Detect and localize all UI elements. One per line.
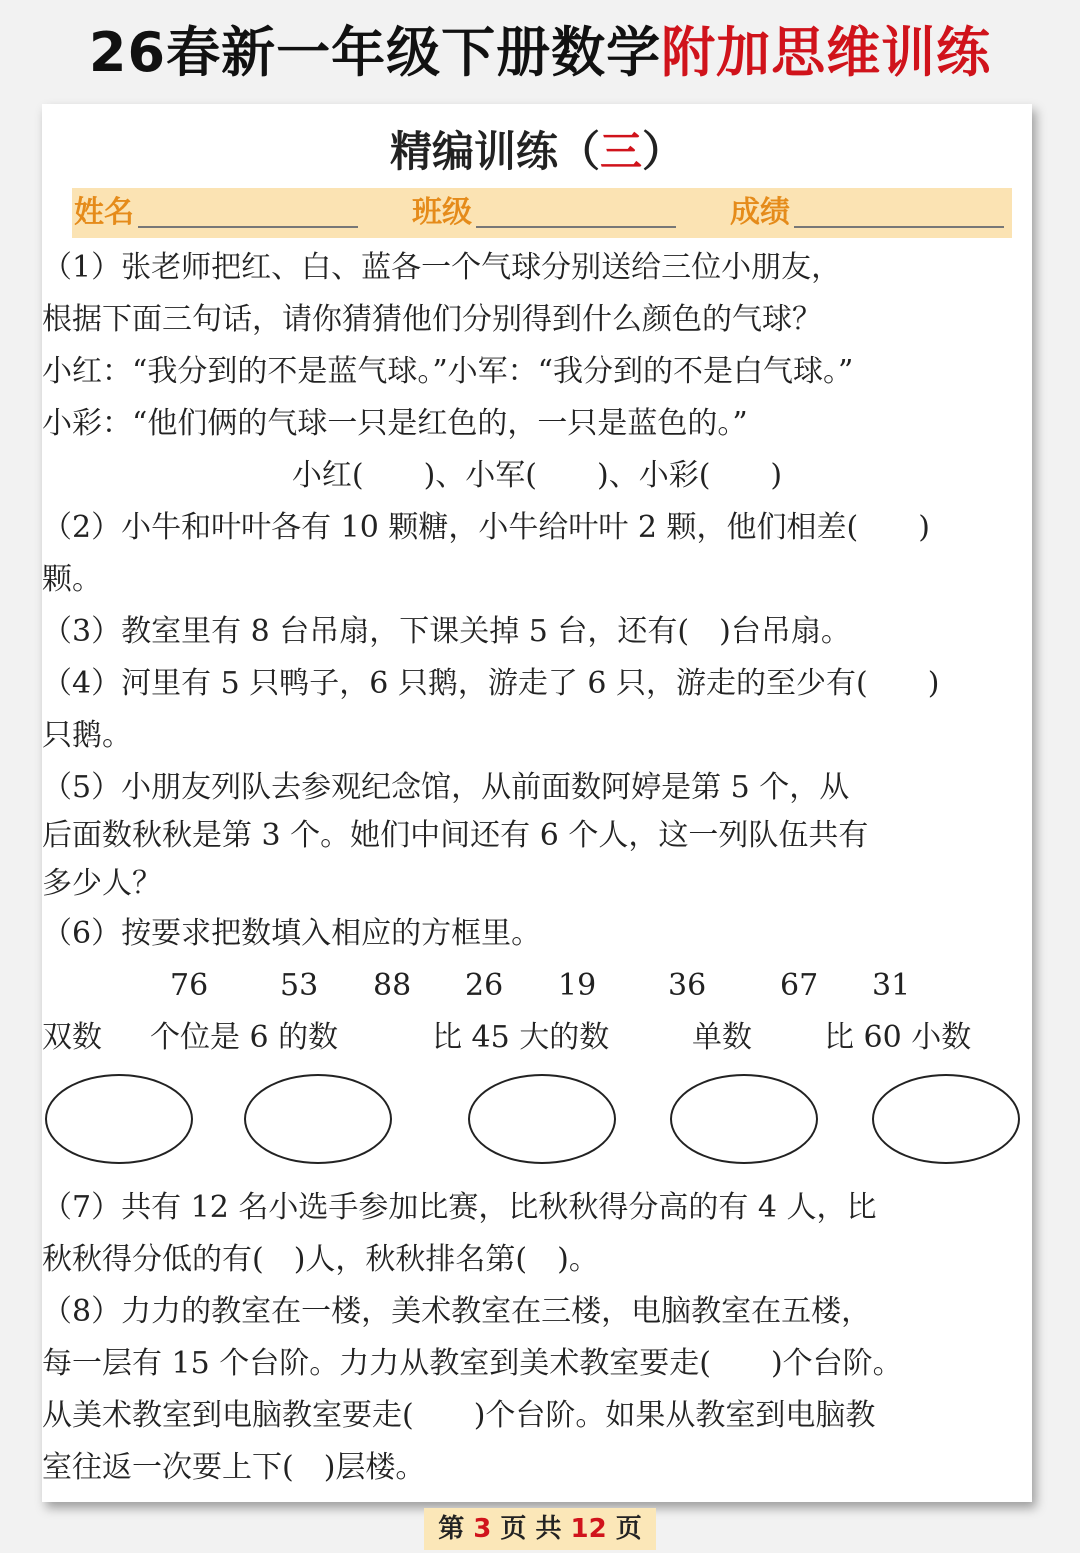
q5-line1: （5）小朋友列队去参观纪念馆，从前面数阿婷是第 5 个，从 <box>42 770 850 805</box>
q6-answer-oval[interactable] <box>45 1074 193 1164</box>
q8-line1: （8）力力的教室在一楼，美术教室在三楼，电脑教室在五楼， <box>42 1294 872 1329</box>
q6-category-label: 个位是 6 的数 <box>150 1020 339 1055</box>
q2-line1: （2）小牛和叶叶各有 10 颗糖，小牛给叶叶 2 颗，他们相差( ) <box>42 510 930 545</box>
q5-line2: 后面数秋秋是第 3 个。她们中间还有 6 个人，这一列队伍共有 <box>42 818 869 853</box>
title-suffix: ） <box>642 127 685 176</box>
info-bar <box>72 188 1012 238</box>
q8-line3: 从美术教室到电脑教室要走( )个台阶。如果从教室到电脑教 <box>42 1398 876 1433</box>
name-blank[interactable] <box>138 188 358 228</box>
page-current: 3 <box>473 1514 492 1544</box>
q6-number: 76 <box>170 968 209 1003</box>
name-label: 姓名 <box>74 195 134 230</box>
banner-title <box>0 18 1080 88</box>
banner-red: 附加思维训练 <box>661 21 992 84</box>
page-pre: 第 <box>438 1514 474 1544</box>
q4-line2: 只鹅。 <box>42 718 132 753</box>
score-blank[interactable] <box>794 188 1004 228</box>
q6-number: 53 <box>280 968 319 1003</box>
class-field[interactable] <box>412 188 676 238</box>
score-field[interactable] <box>730 188 1004 238</box>
q6-category-label: 比 45 大的数 <box>432 1020 610 1055</box>
q6-number: 31 <box>872 968 911 1003</box>
q6-category-label: 单数 <box>692 1020 752 1055</box>
sheet-title <box>42 124 1032 180</box>
q3-line1: （3）教室里有 8 台吊扇，下课关掉 5 台，还有( )台吊扇。 <box>42 614 851 649</box>
q7-line1: （7）共有 12 名小选手参加比赛，比秋秋得分高的有 4 人，比 <box>42 1190 877 1225</box>
page-mid: 页 共 <box>491 1514 571 1544</box>
q5-line3: 多少人？ <box>42 866 162 901</box>
q7-line2: 秋秋得分低的有( )人，秋秋排名第( )。 <box>42 1242 599 1277</box>
q6-number: 36 <box>668 968 707 1003</box>
q1-line2: 根据下面三句话，请你猜猜他们分别得到什么颜色的气球？ <box>42 302 822 337</box>
q8-line4: 室往返一次要上下( )层楼。 <box>42 1450 426 1485</box>
q6-line1: （6）按要求把数填入相应的方框里。 <box>42 916 542 951</box>
page-total: 12 <box>570 1514 607 1544</box>
q8-line2: 每一层有 15 个台阶。力力从教室到美术教室要走( )个台阶。 <box>42 1346 903 1381</box>
q6-answer-oval[interactable] <box>872 1074 1020 1164</box>
score-label: 成绩 <box>730 195 790 230</box>
q4-line1: （4）河里有 5 只鸭子，6 只鹅，游走了 6 只，游走的至少有( ) <box>42 666 940 701</box>
q2-line2: 颗。 <box>42 562 102 597</box>
page-post: 页 <box>606 1514 642 1544</box>
q6-number: 26 <box>465 968 504 1003</box>
q6-category-label: 比 60 小数 <box>824 1020 972 1055</box>
class-blank[interactable] <box>476 188 676 228</box>
page-indicator <box>424 1508 656 1550</box>
q1-line3: 小红：“我分到的不是蓝气球。”小军：“我分到的不是白气球。” <box>42 354 854 389</box>
banner-black: 26春新一年级下册数学 <box>88 21 662 84</box>
name-field[interactable] <box>74 188 358 238</box>
class-label: 班级 <box>412 195 472 230</box>
q6-number: 67 <box>780 968 819 1003</box>
q6-answer-oval[interactable] <box>670 1074 818 1164</box>
q1-line4: 小彩：“他们俩的气球一只是红色的，一只是蓝色的。” <box>42 406 748 441</box>
q6-number: 88 <box>373 968 412 1003</box>
title-prefix: 精编训练（ <box>389 127 600 176</box>
q1-line1: （1）张老师把红、白、蓝各一个气球分别送给三位小朋友， <box>42 250 842 285</box>
q1-answer-line: 小红( )、小军( )、小彩( ) <box>291 458 783 493</box>
title-number: 三 <box>599 127 642 176</box>
q6-category-label: 双数 <box>42 1020 102 1055</box>
q6-answer-oval[interactable] <box>468 1074 616 1164</box>
q6-answer-oval[interactable] <box>244 1074 392 1164</box>
worksheet <box>42 104 1032 1502</box>
q6-number: 19 <box>558 968 597 1003</box>
